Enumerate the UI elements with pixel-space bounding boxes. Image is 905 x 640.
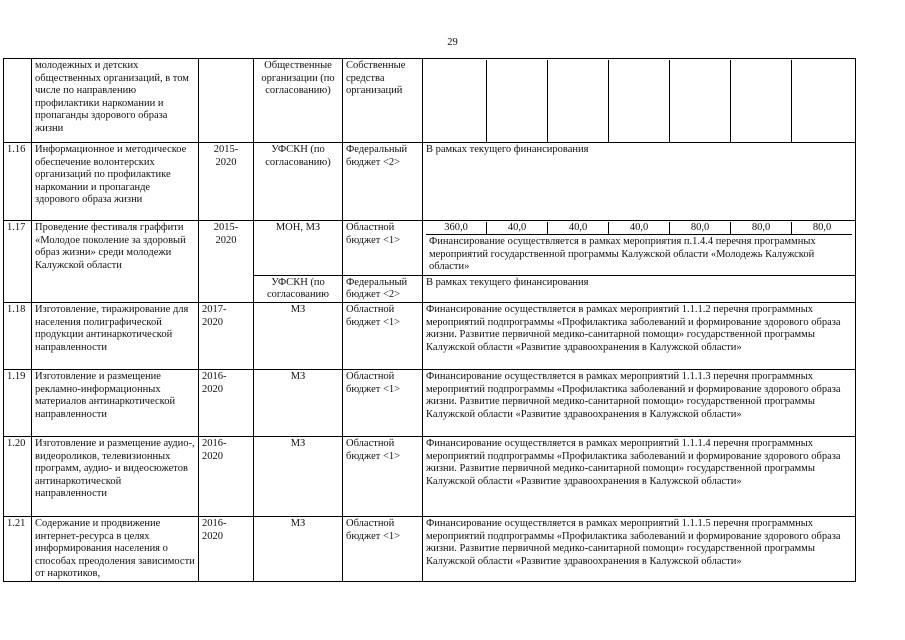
funding-note: Финансирование осуществляется в рамках мероприятий 1.1.1.4 перечня программных мероприятий подпрограммы «Профилактика заболеваний и формирование здорового образа жизни. Развитие первичной медико-санитарной помощи» государственной программы Калужской области «Развитие здравоохранения в Калужской области» xyxy=(423,436,856,516)
measure-name: Информационное и методическое обеспечение волонтерских организаций по профилактике наркомании и пропаганде здорового образа жизни xyxy=(32,143,199,221)
executor: МОН, МЗ xyxy=(254,221,343,276)
row-number: 1.16 xyxy=(4,143,32,221)
executor: МЗ xyxy=(254,516,343,581)
table-row xyxy=(4,369,856,436)
period: 2017- 2020 xyxy=(199,302,254,369)
amount-2017: 40,0 xyxy=(609,222,670,234)
period: 2015- 2020 xyxy=(199,143,254,221)
period xyxy=(199,59,254,143)
funding-source: Федеральный бюджет <2> xyxy=(343,275,423,302)
amount-2018: 80,0 xyxy=(670,222,731,234)
executor: Общественные организации (по согласованию) xyxy=(254,59,343,143)
measure-name: Проведение фестиваля граффити «Молодое поколение за здоровый образ жизни» среди молодежи Калужской области xyxy=(32,221,199,303)
row-number: 1.20 xyxy=(4,436,32,516)
amount-total: 360,0 xyxy=(426,222,487,234)
executor: МЗ xyxy=(254,436,343,516)
funding-cells xyxy=(423,59,856,143)
funding-note: Финансирование осуществляется в рамках мероприятия п.1.4.4 перечня программных мероприятий государственной программы Калужской области «Молодежь Калужской области» xyxy=(429,236,816,273)
funding-source: Областной бюджет <1> xyxy=(343,221,423,276)
row-number: 1.21 xyxy=(4,516,32,581)
funding-note: Финансирование осуществляется в рамках мероприятий 1.1.1.5 перечня программных мероприятий подпрограммы «Профилактика заболеваний и формирование здорового образа жизни. Развитие первичной медико-санитарной помощи» государственной программы Калужской области «Развитие здравоохранения в Калужской области» xyxy=(423,516,856,581)
row-number: 1.17 xyxy=(4,221,32,303)
table-row xyxy=(4,302,856,369)
amount-2020: 80,0 xyxy=(812,222,832,233)
amount-2016: 40,0 xyxy=(548,222,609,234)
funding-note: Финансирование осуществляется в рамках мероприятий 1.1.1.3 перечня программных мероприятий подпрограммы «Профилактика заболеваний и формирование здорового образа жизни. Развитие первичной медико-санитарной помощи» государственной программы Калужской области «Развитие здравоохранения в Калужской области» xyxy=(423,369,856,436)
measure-name: Изготовление и размещение аудио-, видеороликов, телевизионных программ, аудио- и видеосюжетов антинаркотической направленности xyxy=(32,436,199,516)
funding-source: Федеральный бюджет <2> xyxy=(343,143,423,221)
row-number: 1.18 xyxy=(4,302,32,369)
executor: МЗ xyxy=(254,369,343,436)
amount-2019: 80,0 xyxy=(731,222,792,234)
period: 2016- 2020 xyxy=(199,436,254,516)
period: 2016- 2020 xyxy=(199,369,254,436)
table-row xyxy=(4,516,856,581)
measure-name: Содержание и продвижение интернет-ресурса в целях информирования населения о способах преодоления зависимости от наркотиков, xyxy=(32,516,199,581)
funding-source: Областной бюджет <1> xyxy=(343,302,423,369)
amounts-row xyxy=(426,222,852,235)
page-number: 29 xyxy=(447,37,458,48)
funding-source: Собственные средства организаций xyxy=(343,59,423,143)
amount-2015: 40,0 xyxy=(487,222,548,234)
executor: УФСКН (по согласованию xyxy=(254,275,343,302)
table-row xyxy=(4,221,856,276)
period: 2016- 2020 xyxy=(199,516,254,581)
funding-source: Областной бюджет <1> xyxy=(343,436,423,516)
measure-name: Изготовление, тиражирование для населения полиграфической продукции антинаркотической направленности xyxy=(32,302,199,369)
table-row xyxy=(4,143,856,221)
funding-note: В рамках текущего финансирования xyxy=(423,143,856,221)
measure-name: Изготовление и размещение рекламно-информационных материалов антинаркотической направленности xyxy=(32,369,199,436)
measure-name: молодежных и детских общественных организаций, в том числе по направлению профилактики наркомании и пропаганды здорового образа жизни xyxy=(32,59,199,143)
period: 2015- 2020 xyxy=(199,221,254,303)
funding-note: В рамках текущего финансирования xyxy=(423,275,856,302)
executor: УФСКН (по согласованию) xyxy=(254,143,343,221)
program-measures-table xyxy=(3,58,856,582)
funding-source: Областной бюджет <1> xyxy=(343,516,423,581)
row-number xyxy=(4,59,32,143)
table-row xyxy=(4,59,856,143)
funding-cells xyxy=(423,221,856,276)
row-number: 1.19 xyxy=(4,369,32,436)
empty-amount-grid xyxy=(426,60,852,142)
executor: МЗ xyxy=(254,302,343,369)
funding-note: Финансирование осуществляется в рамках мероприятий 1.1.1.2 перечня программных мероприятий подпрограммы «Профилактика заболеваний и формирование здорового образа жизни. Развитие первичной медико-санитарной помощи» государственной программы Калужской области «Развитие здравоохранения в Калужской области» xyxy=(423,302,856,369)
funding-source: Областной бюджет <1> xyxy=(343,369,423,436)
table-row xyxy=(4,436,856,516)
